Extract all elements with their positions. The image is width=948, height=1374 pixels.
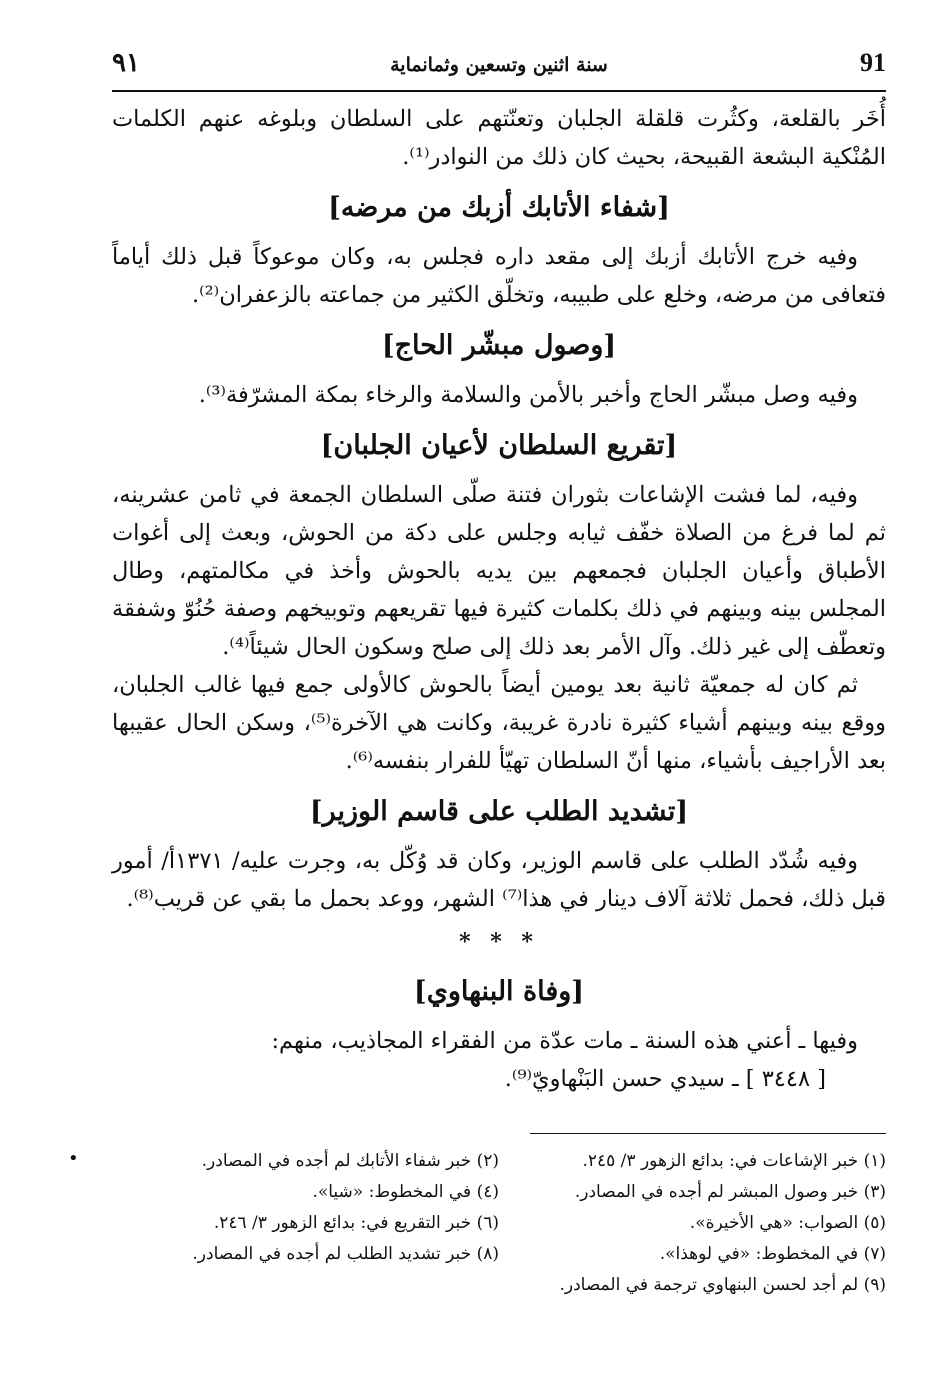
paragraph: ثم كان له جمعيّة ثانية بعد يومين أيضاً بالحوش كالأولى جمع فيها غالب الجلبان، ووقع بينه وبينهم أشياء كثيرة نادرة غريبة، وكانت هي الآخرة⁽⁵⁾، وسكن الحال عقيبها بعد الأراجيف بأشياء، منها أنّ السلطان تهيّأ للفرار بنفسه⁽⁶⁾. (112, 672, 887, 774)
section-heading: [شفاء الأتابك أزبك من مرضه] (328, 192, 670, 223)
footnote-rule (530, 1133, 886, 1134)
page-header (112, 40, 886, 90)
footnote: (٥) الصواب: «هي الأخيرة». (689, 1213, 886, 1233)
section-heading: [وفاة البنهاوي] (413, 976, 585, 1007)
section-heading: [تقريع السلطان لأعيان الجلبان] (320, 430, 678, 461)
footnote (112, 1270, 499, 1301)
footnote: (٩) لم أجد لحسن البنهاوي ترجمة في المصادر. (559, 1275, 886, 1295)
footnote: (٤) في المخطوط: «شيا». (312, 1182, 499, 1202)
footnote: (٢) خبر شفاء الأتابك لم أجده في المصادر. (201, 1151, 499, 1171)
section-heading: [تشديد الطلب على قاسم الوزير] (309, 796, 689, 827)
paragraph: وفيه، لما فشت الإشاعات بثوران فتنة صلّى السلطان الجمعة في ثامن عشرينه، ثم لما فرغ من الصلاة خفّف ثيابه وجلس على دكة من الحوش، وبعث إلى أغوات الأطباق وأعيان الجلبان فجمعهم بين يديه بالحوش وأخذ في مكالمتهم، وطال المجلس بينه وبينهم في ذلك بكلمات كثيرة فيها تقريعهم وتوبيخهم وصفة حُنُوّ وشفقة وتعطّف إلى غير ذلك. وآل الأمر بعد ذلك إلى صلح وسكون الحال شيئاً⁽⁴⁾. (112, 482, 886, 660)
footnote: (٣) خبر وصول المبشر لم أجده في المصادر. (574, 1182, 886, 1202)
margin-mark: • (68, 1148, 79, 1169)
footnote: (٦) خبر التقريع في: بدائع الزهور ٣/ ٢٤٦. (213, 1213, 499, 1233)
paragraph: وفيه وصل مبشّر الحاج وأخبر بالأمن والسلامة والرخاء بمكة المشرّفة⁽³⁾. (198, 382, 858, 408)
footnote-row (112, 1270, 886, 1301)
footnote-row (112, 1177, 886, 1208)
footnote: (١) خبر الإشاعات في: بدائع الزهور ٣/ ٢٤٥. (582, 1151, 886, 1171)
footnote-row (112, 1208, 886, 1239)
paragraph: وفيها ـ أعني هذه السنة ـ مات عدّة من الفقراء المجاذيب، منهم: (271, 1028, 858, 1054)
section-heading: [وصول مبشّر الحاج] (381, 330, 617, 361)
paragraph: أُخَر بالقلعة، وكثُرت قلقلة الجلبان وتعنّتهم على السلطان وبلوغه عنهم الكلمات المُنْكية البشعة القبيحة، بحيث كان ذلك من النوادر⁽¹⁾. (112, 106, 886, 170)
page-number-latin: 91 (860, 48, 886, 77)
section-separator: * * * (459, 929, 539, 955)
biography-entry: [ ٣٤٤٨ ] ـ سيدي حسن البَنْهاويّ⁽⁹⁾. (504, 1066, 826, 1092)
footnote: (٧) في المخطوط: «في لوهذا». (659, 1244, 886, 1264)
paragraph: وفيه خرج الأتابك أزبك إلى مقعد داره فجلس به، وكان موعوكاً قبل ذلك أياماً فتعافى من مرضه، وخلع على طبيبه، وتخلّق الكثير من جماعته بالزعفران⁽²⁾. (112, 244, 886, 308)
header-rule (112, 90, 886, 92)
page-number-arabic: ٩١ (112, 48, 140, 78)
running-title: سنة اثنين وتسعين وثمانماية (390, 54, 608, 76)
paragraph: وفيه شُدّد الطلب على قاسم الوزير، وكان قد وُكّل به، وجرت عليه/ ١٣٧١أ/ أمور قبل ذلك، فحمل ثلاثة آلاف دينار في هذا⁽⁷⁾ الشهر، ووعد بحمل ما بقي عن قريب⁽⁸⁾. (112, 848, 886, 912)
footnote-row (112, 1146, 886, 1177)
main-text (112, 100, 886, 1098)
footnote: (٨) خبر تشديد الطلب لم أجده في المصادر. (192, 1244, 499, 1264)
footnote-row (112, 1239, 886, 1270)
footnotes (112, 1146, 886, 1301)
